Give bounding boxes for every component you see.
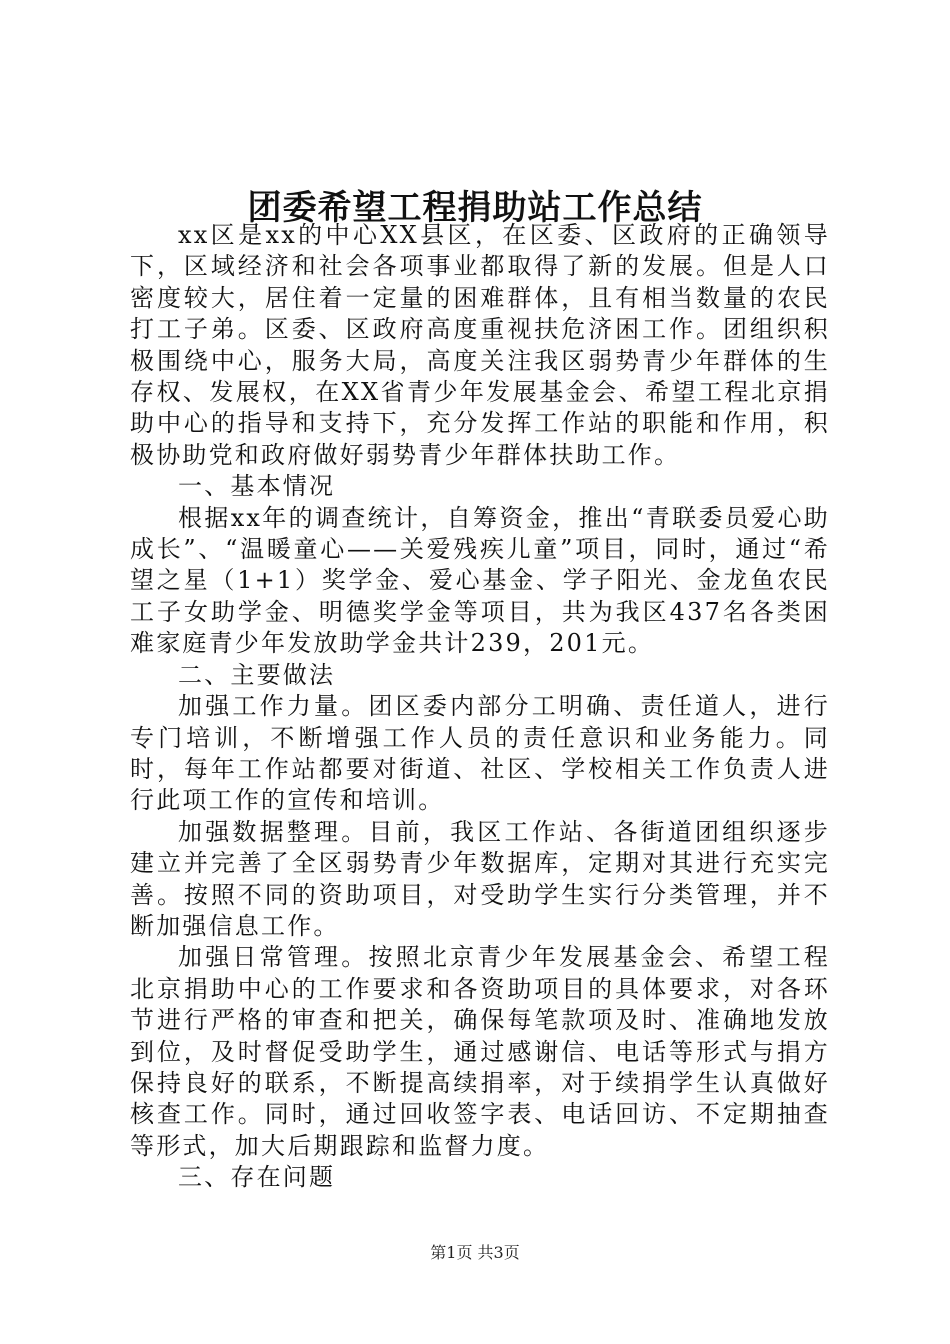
heading-existing-problems: 三、存在问题 bbox=[178, 1163, 336, 1192]
heading-main-practices: 二、主要做法 bbox=[178, 660, 336, 689]
paragraph-strengthen-workforce: 加强工作力量。团区委内部分工明确、责任道人，进行专门培训，不断增强工作人员的责任意识和业务能力。同时，每年工作站都要对街道、社区、学校相关工作负责人进行此项工作的宣传和培训。 bbox=[130, 692, 830, 815]
paragraph-daily-management: 加强日常管理。按照北京青少年发展基金会、希望工程北京捐助中心的工作要求和各资助项目的具体要求，对各环节进行严格的审查和把关，确保每笔款项及时、准确地发放到位，及时督促受助学生，通过感谢信、电话等形式与捐方保持良好的联系，不断提高续捐率，对于续捐学生认真做好核查工作。同时，通过回收签字表、电话回访、不定期抽查等形式，加大后期跟踪和监督力度。 bbox=[130, 943, 830, 1160]
document-title: 团委希望工程捐助站工作总结 bbox=[247, 188, 703, 228]
paragraph-data-organization: 加强数据整理。目前，我区工作站、各街道团组织逐步建立并完善了全区弱势青少年数据库，定期对其进行充实完善。按照不同的资助项目，对受助学生实行分类管理，并不断加强信息工作。 bbox=[130, 817, 830, 940]
document-body bbox=[130, 220, 830, 1194]
paragraph-basic-situation: 根据xx年的调查统计，自筹资金，推出“青联委员爱心助成长”、“温暖童心——关爱残疾儿童”项目，同时，通过“希望之星（1+1）奖学金、爱心基金、学子阳光、金龙鱼农民工子女助学金、明德奖学金等项目，共为我区437名各类困难家庭青少年发放助学金共计239，201元。 bbox=[130, 503, 830, 658]
paragraph-intro: xx区是xx的中心XX县区，在区委、区政府的正确领导下，区域经济和社会各项事业都取得了新的发展。但是人口密度较大，居住着一定量的困难群体，且有相当数量的农民打工子弟。区委、区政府高度重视扶危济困工作。团组织积极围绕中心，服务大局，高度关注我区弱势青少年群体的生存权、发展权，在XX省青少年发展基金会、希望工程北京捐助中心的指导和支持下，充分发挥工作站的职能和作用，积极协助党和政府做好弱势青少年群体扶助工作。 bbox=[130, 221, 830, 469]
heading-basic-situation: 一、基本情况 bbox=[178, 472, 336, 501]
page-number-footer: 第1页 共3页 bbox=[430, 1243, 520, 1262]
